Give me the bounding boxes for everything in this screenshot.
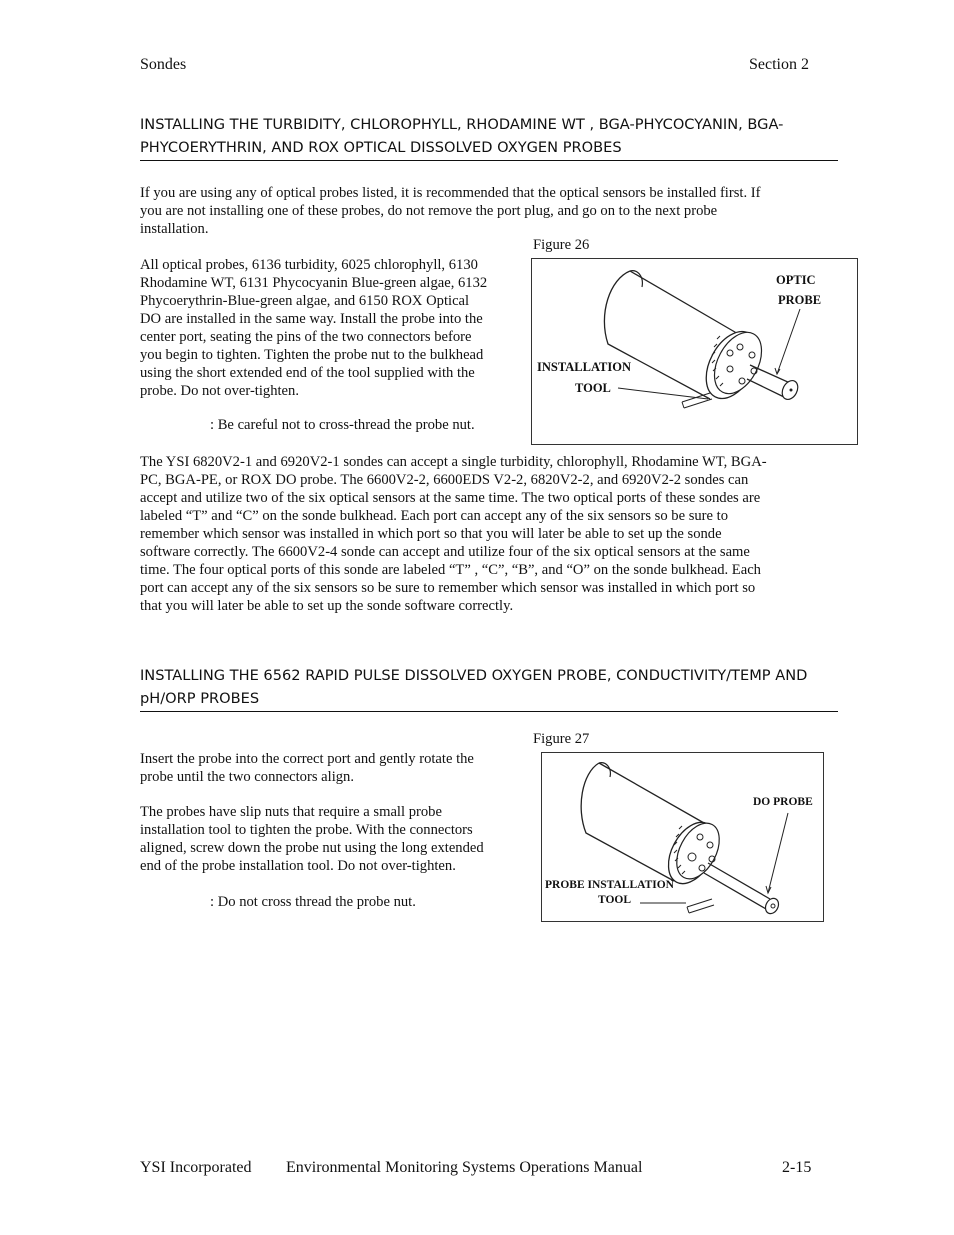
body-line: Phycoerythrin-Blue-green algae, and 6150 ROX Optical	[140, 293, 470, 309]
footer-page-number: 2-15	[782, 1159, 812, 1176]
label-tool-27: TOOL	[598, 894, 632, 906]
section1-intro	[140, 184, 830, 238]
sondes-line: time. The four optical ports of this sonde are labeled “T” , “C”, “B”, and “O” on the sonde bulkhead. Each	[140, 562, 761, 578]
figure27-drawing	[542, 753, 823, 921]
label-probe-installation: PROBE INSTALLATION	[545, 879, 674, 891]
figure26-caption: Figure 26	[533, 237, 590, 253]
section2-rule	[140, 711, 838, 712]
header-right: Section 2	[749, 56, 809, 73]
body-line: center port, seating the pins of the two connectors before	[140, 329, 472, 345]
sondes-line: software correctly. The 6600V2-4 sonde can accept and utilize four of the six optical sensors at the same	[140, 544, 750, 560]
section1-sondes-text	[140, 453, 830, 615]
section2-caution: : Do not cross thread the probe nut.	[210, 894, 416, 910]
body-line: using the short extended end of the tool supplied with the	[140, 365, 475, 381]
para2-line: installation tool to tighten the probe. With the connectors	[140, 822, 473, 838]
section2-para2	[140, 803, 520, 875]
intro-line: If you are using any of optical probes listed, it is recommended that the optical sensors be installed first. If	[140, 185, 761, 201]
label-tool: TOOL	[575, 381, 611, 395]
body-line: you begin to tighten. Tighten the probe nut to the bulkhead	[140, 347, 484, 363]
section2-heading-line2: pH/ORP PROBES	[140, 690, 260, 707]
section1-heading-line2: PHYCOERYTHRIN, AND ROX OPTICAL DISSOLVED OXYGEN PROBES	[140, 139, 622, 156]
intro-line: you are not installing one of these probes, do not remove the port plug, and go on to the next probe	[140, 203, 718, 219]
label-installation: INSTALLATION	[537, 360, 632, 374]
sondes-line: port can accept any of the six sensors so be sure to remember which sensor was installed in which port so	[140, 580, 756, 596]
sondes-line: labeled “T” and “C” on the sonde bulkhead. Each port can accept any of the six sensors so be sure to	[140, 508, 729, 524]
body-line: DO are installed in the same way. Install the probe into the	[140, 311, 483, 327]
body-line: All optical probes, 6136 turbidity, 6025 chlorophyll, 6130	[140, 257, 478, 273]
body-line: probe. Do not over-tighten.	[140, 383, 299, 399]
sondes-line: that you will later be able to set up the sonde software correctly.	[140, 598, 514, 614]
section2-heading	[140, 664, 840, 710]
section1-heading-line1: INSTALLING THE TURBIDITY, CHLOROPHYLL, RHODAMINE WT , BGA-PHYCOCYANIN, BGA-	[140, 116, 784, 133]
para1-line: Insert the probe into the correct port and gently rotate the	[140, 751, 474, 767]
para2-line: The probes have slip nuts that require a small probe	[140, 804, 442, 820]
sondes-line: The YSI 6820V2-1 and 6920V2-1 sondes can accept a single turbidity, chlorophyll, Rhodamine WT, BGA-	[140, 454, 767, 470]
footer-manual: Environmental Monitoring Systems Operations Manual	[286, 1159, 643, 1176]
label-optic: OPTIC	[776, 273, 816, 287]
para1-line: probe until the two connectors align.	[140, 769, 354, 785]
sondes-line: PC, BGA-PE, or ROX DO probe. The 6600V2-2, 6600EDS V2-2, 6820V2-2, and 6920V2-2 sondes can	[140, 472, 749, 488]
figure27	[541, 752, 824, 922]
label-do-probe: DO PROBE	[753, 796, 813, 808]
section1-caution: : Be careful not to cross-thread the probe nut.	[210, 417, 475, 433]
footer-company: YSI Incorporated	[140, 1159, 252, 1176]
section1-body	[140, 256, 525, 400]
para2-line: aligned, screw down the probe nut using the long extended	[140, 840, 484, 856]
intro-line: installation.	[140, 221, 209, 237]
section1-rule	[140, 160, 838, 161]
sondes-line: remember which sensor was installed in which port so that you will later be able to set up the sonde	[140, 526, 722, 542]
figure26	[531, 258, 858, 445]
section1-heading	[140, 113, 840, 159]
section2-para1	[140, 750, 520, 786]
body-line: Rhodamine WT, 6131 Phycocyanin Blue-green algae, 6132	[140, 275, 488, 291]
header-left: Sondes	[140, 56, 187, 73]
figure27-caption: Figure 27	[533, 731, 590, 747]
sondes-line: accept and utilize two of the six optical sensors at the same time. The two optical ports of these sondes are	[140, 490, 761, 506]
para2-line: end of the probe installation tool. Do not over-tighten.	[140, 858, 456, 874]
label-probe: PROBE	[778, 293, 822, 307]
section2-heading-line1: INSTALLING THE 6562 RAPID PULSE DISSOLVED OXYGEN PROBE, CONDUCTIVITY/TEMP AND	[140, 667, 808, 684]
